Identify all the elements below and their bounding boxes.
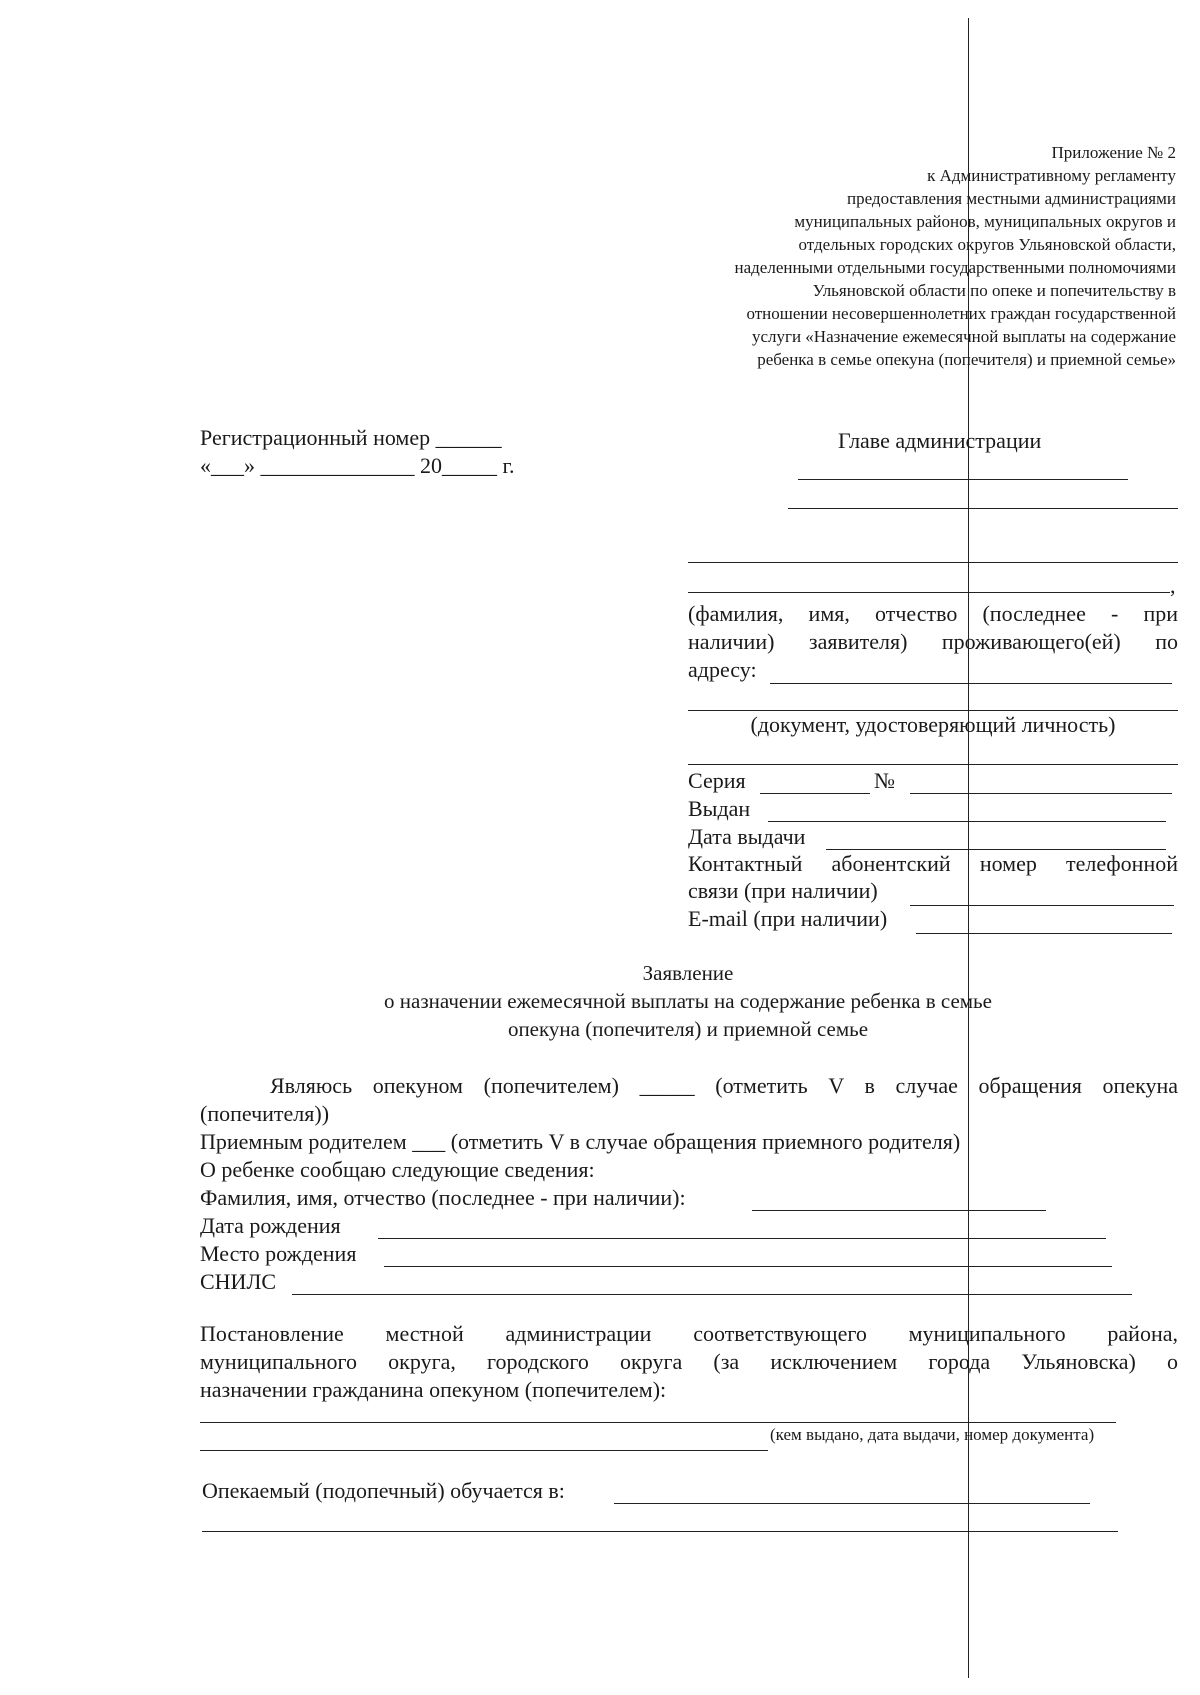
phone-input-line[interactable] [910,905,1174,906]
series-input-line[interactable] [760,793,870,794]
email-label: E-mail (при наличии) [688,906,888,931]
address-label: адресу: [688,657,757,682]
document-input-line[interactable] [688,764,1178,765]
issued-input-line[interactable] [768,821,1166,822]
phone-label: Контактный абонентский номер телефонной [688,851,1178,876]
comma: , [1170,573,1176,598]
document-caption: (документ, удостоверяющий личность) [750,712,1116,737]
addressee-head: Главе администрации [838,428,1042,453]
appendix-line: наделенными отдельными государственными полномочиями [734,258,1176,277]
foster-line: Приемным родителем ___ (отметить V в случае обращения приемного родителя) [200,1129,961,1154]
resolution-input-line-2[interactable] [200,1450,768,1451]
appendix-line: предоставления местными администрациями [847,189,1176,208]
appendix-line: отношении несовершеннолетних граждан государственной [746,304,1176,323]
applicant-name-line[interactable] [688,562,1178,563]
studies-input-line[interactable] [614,1503,1090,1504]
appendix-line: услуги «Назначение ежемесячной выплаты на содержание [751,327,1176,346]
resolution-input-line[interactable] [200,1422,1116,1423]
registration-date: «___» ______________ 20_____ г. [200,453,515,478]
phone-label-2: связи (при наличии) [688,878,878,903]
guardian-line-2: (попечителя)) [200,1101,330,1126]
head-name-line[interactable] [798,479,1128,480]
issue-date-label: Дата выдачи [688,824,806,849]
birth-place-input-line[interactable] [384,1266,1112,1267]
email-input-line[interactable] [916,933,1172,934]
statement-subtitle: опекуна (попечителя) и приемной семье [507,1017,869,1041]
applicant-caption: наличии) заявителя) проживающего(ей) по [688,629,1178,654]
child-name-label: Фамилия, имя, отчество (последнее - при наличии): [200,1185,686,1210]
number-input-line[interactable] [910,793,1172,794]
birth-date-input-line[interactable] [378,1238,1106,1239]
studies-label: Опекаемый (подопечный) обучается в: [202,1478,565,1503]
resolution-text: муниципального округа, городского округа (за исключением города Ульяновска) о [200,1349,1178,1374]
child-name-input-line[interactable] [752,1210,1046,1211]
resolution-text: назначении гражданина опекуном (попечителем): [200,1377,667,1402]
snils-input-line[interactable] [292,1294,1132,1295]
appendix-line: к Административному регламенту [927,166,1176,185]
studies-input-line-2[interactable] [202,1531,1118,1532]
resolution-caption: (кем выдано, дата выдачи, номер документа) [770,1425,1095,1444]
snils-label: СНИЛС [200,1269,277,1294]
appendix-header [576,141,1176,371]
number-sign: № [874,768,895,793]
appendix-line: Приложение № 2 [1051,143,1176,162]
head-name-line-2[interactable] [788,508,1178,509]
appendix-line: ребенка в семье опекуна (попечителя) и приемной семье» [757,350,1176,369]
statement-title: Заявление [642,961,734,985]
registration-number: Регистрационный номер ______ [200,425,502,450]
resolution-text: Постановление местной администрации соответствующего муниципального района, [200,1321,1178,1346]
series-label: Серия [688,768,746,793]
appendix-line: отдельных городских округов Ульяновской области, [798,235,1176,254]
applicant-name-line-2[interactable] [688,592,1170,593]
issued-label: Выдан [688,796,751,821]
appendix-line: муниципальных районов, муниципальных округов и [794,212,1176,231]
statement-subtitle: о назначении ежемесячной выплаты на содержание ребенка в семье [384,989,992,1013]
address-input-line[interactable] [770,683,1172,684]
guardian-line: Являюсь опекуном (попечителем) _____ (отметить V в случае обращения опекуна [270,1073,1178,1098]
child-info: О ребенке сообщаю следующие сведения: [200,1157,595,1182]
applicant-caption: (фамилия, имя, отчество (последнее - при [688,601,1178,626]
appendix-line: Ульяновской области по опеке и попечительству в [812,281,1176,300]
birth-date-label: Дата рождения [200,1213,341,1238]
birth-place-label: Место рождения [200,1241,357,1266]
